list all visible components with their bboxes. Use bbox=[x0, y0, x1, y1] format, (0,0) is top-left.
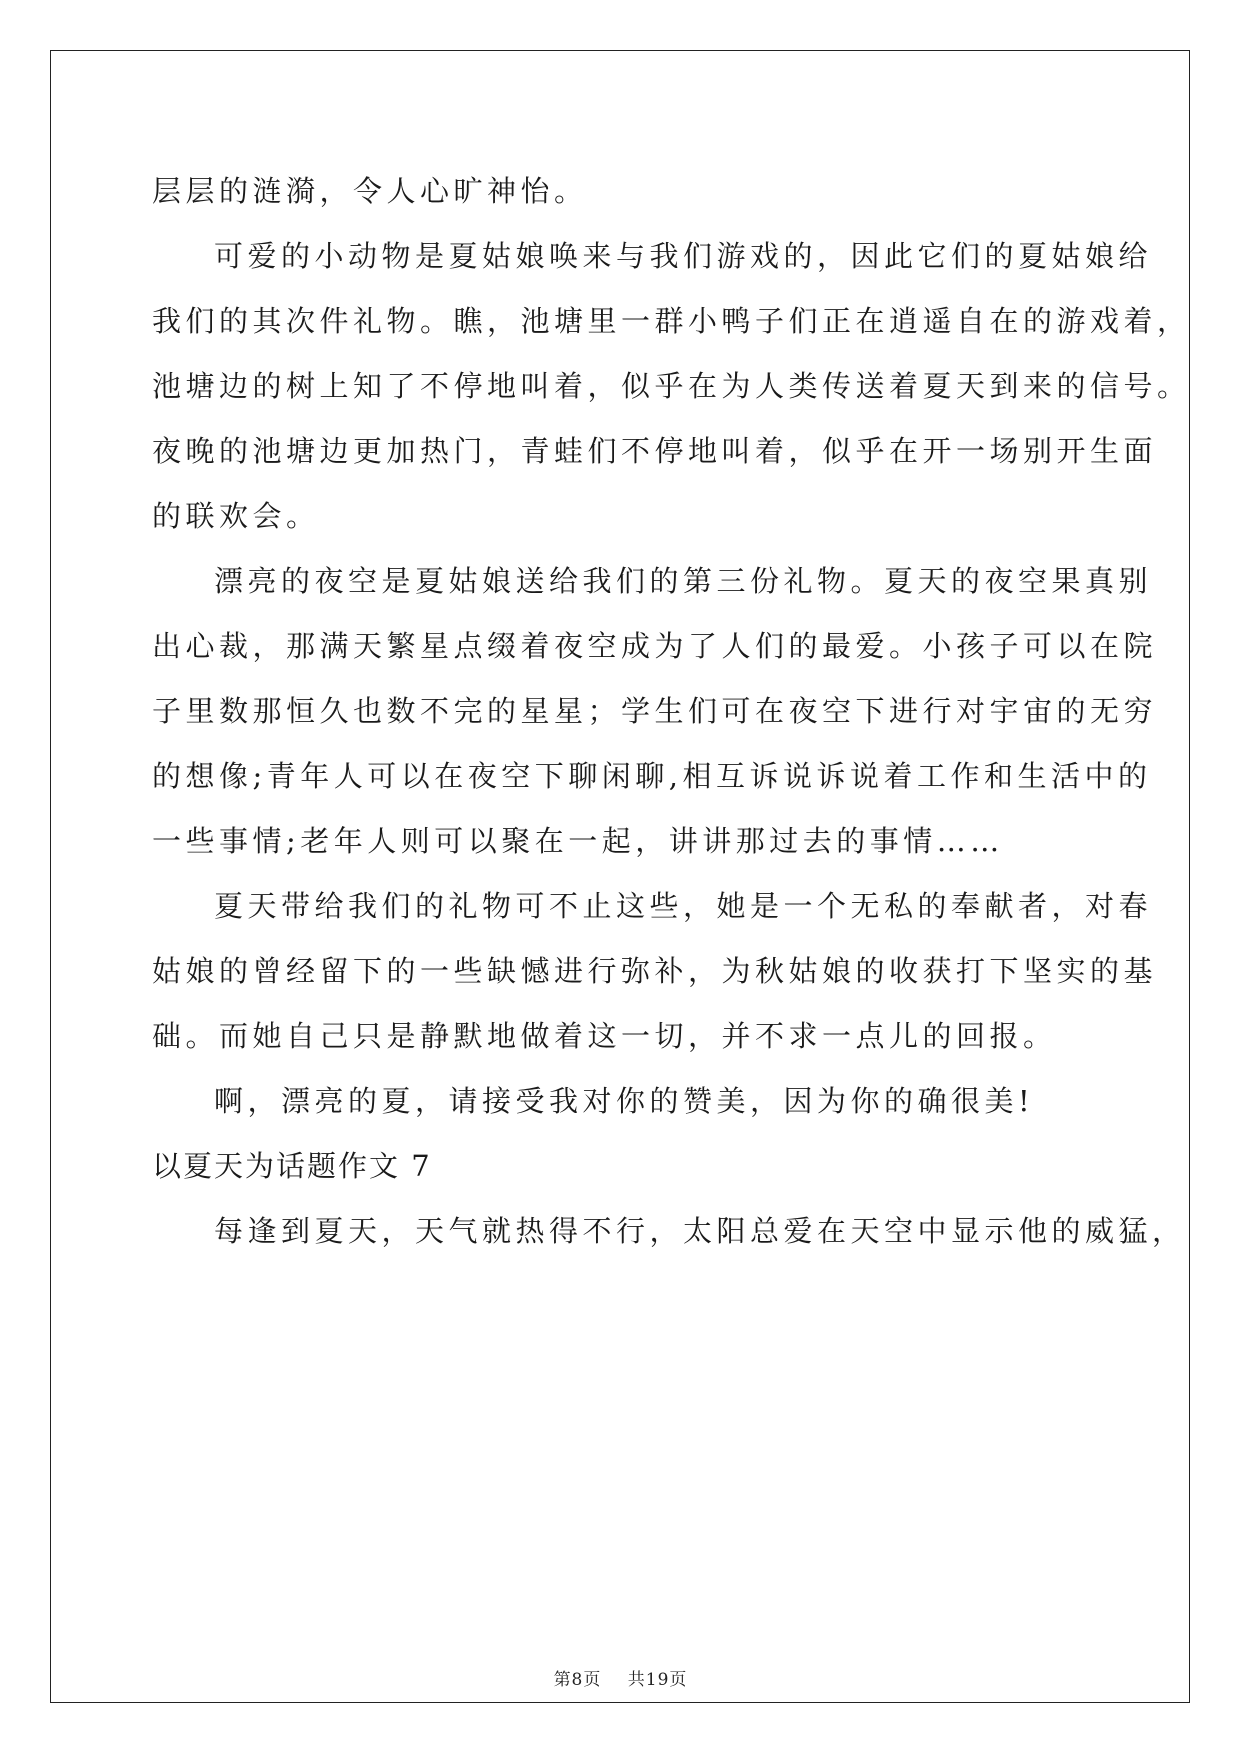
text-line: 啊，漂亮的夏，请接受我对你的赞美，因为你的确很美! bbox=[214, 1084, 1035, 1118]
text-line: 子里数那恒久也数不完的星星；学生们可在夜空下进行对宇宙的无穷 bbox=[152, 694, 1158, 728]
document-body bbox=[152, 159, 1191, 1264]
text-line: 可爱的小动物是夏姑娘唤来与我们游戏的，因此它们的夏姑娘给 bbox=[214, 239, 1153, 273]
text-line: 我们的其次件礼物。瞧，池塘里一群小鸭子们正在逍遥自在的游戏着， bbox=[152, 304, 1191, 338]
text-line: 夏天带给我们的礼物可不止这些，她是一个无私的奉献者，对春 bbox=[214, 889, 1153, 923]
text-line: 漂亮的夜空是夏姑娘送给我们的第三份礼物。夏天的夜空果真别 bbox=[214, 564, 1153, 598]
text-line: 的联欢会。 bbox=[152, 499, 320, 533]
text-line: 的想像;青年人可以在夜空下聊闲聊,相互诉说诉说着工作和生活中的 bbox=[152, 759, 1152, 793]
text-line: 层层的涟漪，令人心旷神怡。 bbox=[152, 174, 588, 208]
text-line: 一些事情;老年人则可以聚在一起，讲讲那过去的事情…… bbox=[152, 824, 1004, 858]
section-heading: 以夏天为话题作文 7 bbox=[152, 1149, 432, 1183]
text-line: 础。而她自己只是静默地做着这一切，并不求一点儿的回报。 bbox=[152, 1019, 1057, 1053]
text-line: 夜晚的池塘边更加热门，青蛙们不停地叫着，似乎在开一场别开生面 bbox=[152, 434, 1158, 468]
page-footer bbox=[0, 1665, 1241, 1690]
page-total: 共19页 bbox=[627, 1670, 688, 1690]
text-line: 姑娘的曾经留下的一些缺憾进行弥补，为秋姑娘的收获打下坚实的基 bbox=[152, 954, 1158, 988]
text-line: 每逢到夏天，天气就热得不行，太阳总爱在天空中显示他的威猛， bbox=[214, 1214, 1186, 1248]
text-line: 池塘边的树上知了不停地叫着，似乎在为人类传送着夏天到来的信号。 bbox=[152, 369, 1191, 403]
text-line: 出心裁，那满天繁星点缀着夜空成为了人们的最爱。小孩子可以在院 bbox=[152, 629, 1158, 663]
page-number: 第8页 bbox=[553, 1670, 602, 1690]
